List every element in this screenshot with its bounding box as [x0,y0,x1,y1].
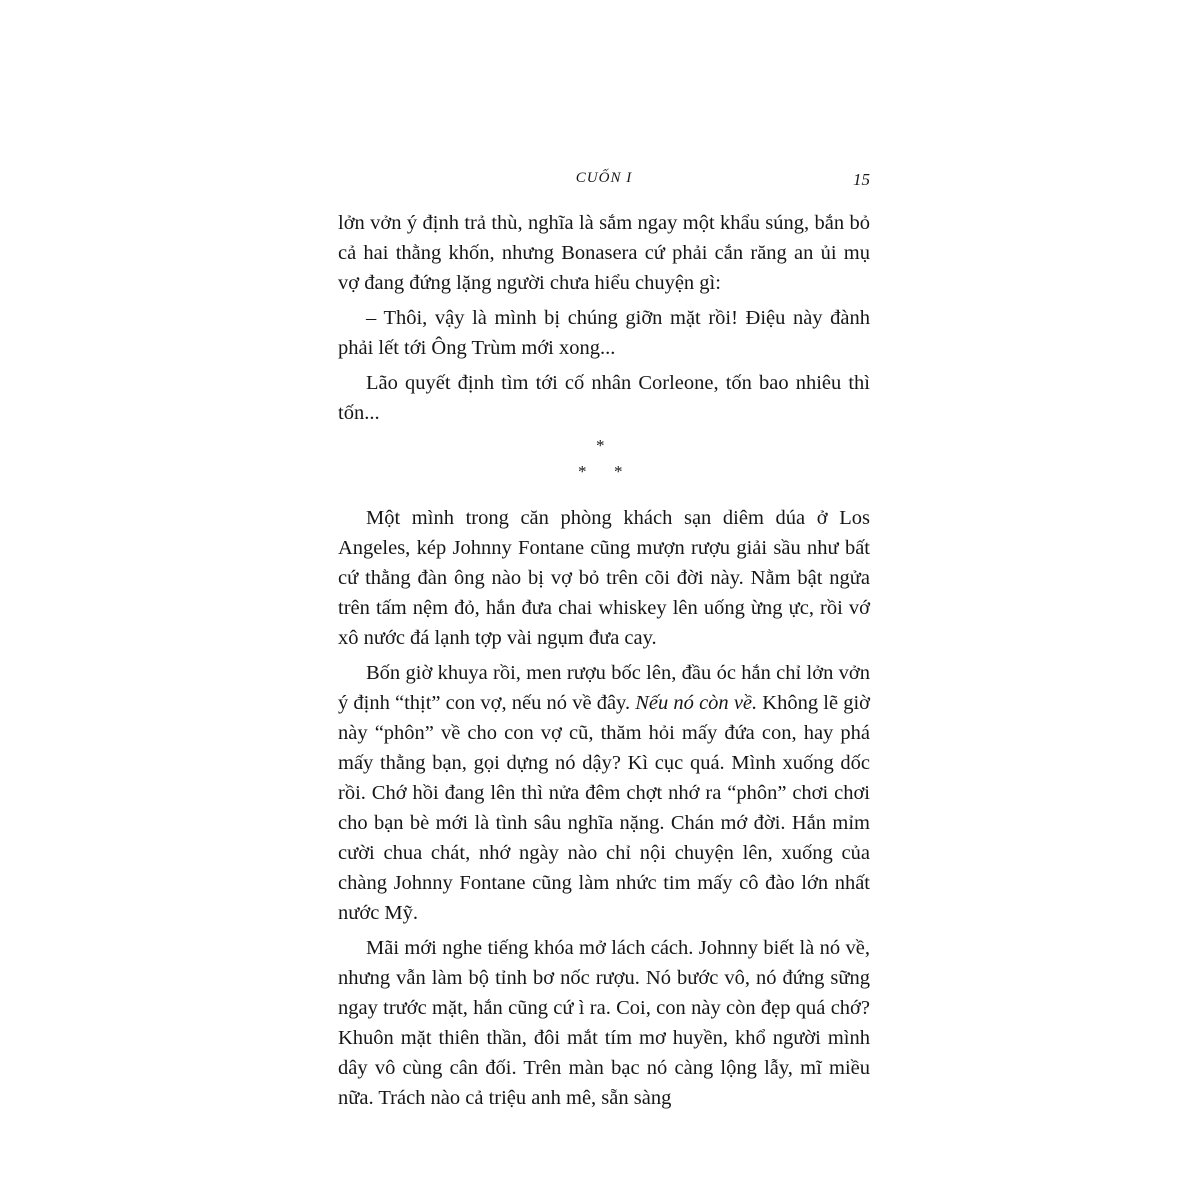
page-number: 15 [853,170,870,189]
paragraph-four-am [338,658,870,928]
running-header [338,166,870,196]
running-title: CUỐN I [575,170,633,186]
paragraph-four-am-end: Không lẽ giờ này “phôn” về cho con vợ cũ, thăm hỏi mấy đứa con, hay phá mấy thằng bạn, gọi dựng nó dậy? Kì cục quá. Mình xuống dốc rồi. Chớ hồi đang lên thì nửa đêm chợt nhớ ra “phôn” chơi chơi cho bạn bè mới là tình sâu nghĩa nặng. Chán mớ đời. Hắn mỉm cười chua chát, nhớ ngày nào chỉ nội chuyện lên, xuống của chàng Johnny Fontane cũng làm nhức tim mấy cô đào lớn nhất nước Mỹ. [338,692,870,924]
book-page [338,166,870,1118]
paragraph-key-click: Mãi mới nghe tiếng khóa mở lách cách. Johnny biết là nó về, nhưng vẫn làm bộ tỉnh bơ nốc rượu. Nó bước vô, nó đứng sững ngay trước mặt, hắn cũng cứ ì ra. Coi, con này còn đẹp quá chớ? Khuôn mặt thiên thần, đôi mắt tím mơ huyền, khổ người mình dây vô cùng cân đối. Trên màn bạc nó càng lộng lẫy, mĩ miều nữa. Trách nào cả triệu anh mê, sẵn sàng [338,937,870,1109]
paragraph-four-am-start: Bốn giờ khuya rồi, men rượu bốc lên, đầu óc hắn chỉ lởn vởn ý định “thịt” con vợ, nếu nó về đây. [338,662,870,714]
paragraph-four-am-italic: Nếu nó còn về. [635,692,758,714]
paragraph-hotel-room: Một mình trong căn phòng khách sạn diêm dúa ở Los Angeles, kép Johnny Fontane cũng mượn rượu giải sầu như bất cứ thằng đàn ông nào bị vợ bỏ trên cõi đời này. Nằm bật ngửa trên tấm nệm đỏ, hắn đưa chai whiskey lên uống ừng ực, rồi vớ xô nước đá lạnh tợp vài ngụm đưa cay. [338,507,870,649]
paragraph-dialogue: – Thôi, vậy là mình bị chúng giỡn mặt rồi! Điệu này đành phải lết tới Ông Trùm mới xong... [338,307,870,359]
scene-break-star-right: * [614,462,623,481]
scene-break-star-left: * [578,462,587,481]
body-text [338,208,870,1113]
paragraph-decision: Lão quyết định tìm tới cố nhân Corleone, tốn bao nhiêu thì tốn... [338,372,870,424]
scene-break [338,433,870,497]
scene-break-star-top: * [596,436,605,455]
paragraph-continued: lởn vởn ý định trả thù, nghĩa là sắm ngay một khẩu súng, bắn bỏ cả hai thằng khốn, nhưng Bonasera cứ phải cắn răng an ủi mụ vợ đang đứng lặng người chưa hiểu chuyện gì: [338,212,870,294]
